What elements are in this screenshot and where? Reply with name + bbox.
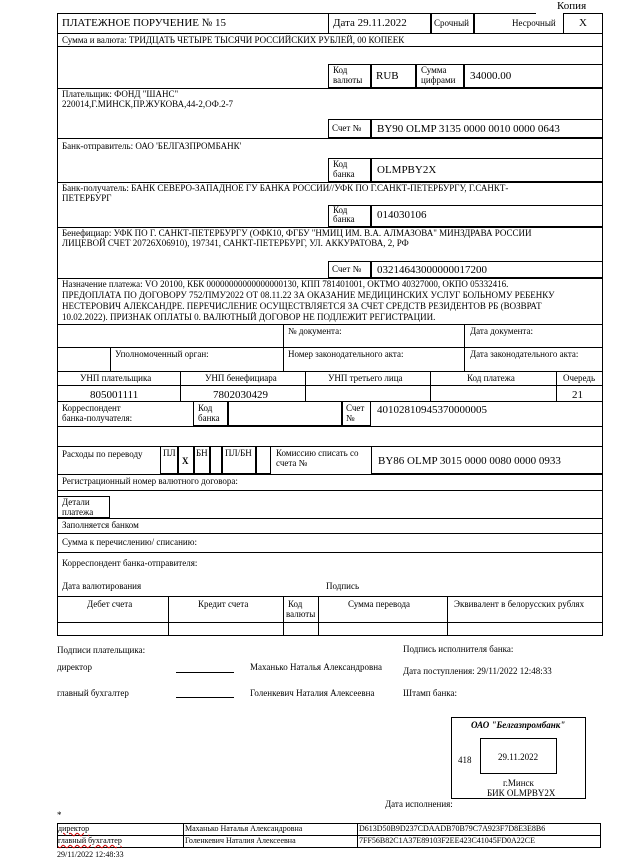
divider xyxy=(430,371,431,401)
bank-stamp-label: Штамп банка: xyxy=(403,688,457,698)
stamp-date: 29.11.2022 xyxy=(498,752,539,762)
divider xyxy=(57,596,603,597)
payer-address: 220014,Г.МИНСК,ПР.ЖУКОВА,44-2,ОФ.2-7 xyxy=(62,99,234,109)
doc-date-label: Дата документа: xyxy=(470,326,533,336)
footer-star: * xyxy=(57,810,62,820)
divider xyxy=(57,552,603,553)
purpose-line2: ПРЕДОПЛАТА ПО ДОГОВОРУ 752/ПМУ2022 ОТ 08.11.22 ЗА ОКАЗАНИЕ МЕДИЦИНСКИХ УСЛУГ БОЛЬНОМУ РЕБЕНКУ xyxy=(62,290,555,300)
amount-text: Сумма и валюта: ТРИДЦАТЬ ЧЕТЫРЕ ТЫСЯЧИ РОССИЙСКИХ РУБЛЕЙ, 00 КОПЕЕК xyxy=(62,35,405,45)
stamp-bank-name: ОАО "Белгазпромбанк" xyxy=(471,720,566,730)
divider xyxy=(357,823,358,848)
divider xyxy=(57,490,603,491)
divider xyxy=(57,533,603,534)
esign-name-2: Голенкевич Наталия Алексеевна xyxy=(185,836,296,845)
purpose-line4: 10.02.2022). ПРИЗНАК ОПЛАТЫ 0. ВАЛЮТНЫЙ ДОГОВОР НЕ ПОДЛЕЖИТ РЕГИСТРАЦИИ. xyxy=(62,312,436,322)
plbn-label: ПЛ/БН xyxy=(225,448,252,458)
divider xyxy=(57,324,603,325)
details-label: Детали xyxy=(62,497,90,507)
beneficiary-line1: Бенефициар: УФК ПО Г. САНКТ-ПЕТЕРБУРГУ (ОФК10, ФГБУ "НМИЦ ИМ. В.А. АЛМАЗОВА" МИНЗДРАВА РОССИИ xyxy=(62,228,532,238)
divider xyxy=(57,518,603,519)
esign-role-1: директор xyxy=(58,824,90,833)
esign-role-2: главный бухгалтер xyxy=(58,836,122,845)
queue-header: Очередь xyxy=(563,373,596,383)
nonurgent-label: Несрочный xyxy=(512,18,556,28)
nonurgent-mark: X xyxy=(579,17,587,29)
divider xyxy=(57,426,603,427)
correspondent-account-label-2: № xyxy=(346,413,355,423)
receiver-bank-line2: ПЕТЕРБУРГ xyxy=(62,193,112,203)
sum-value: 34000.00 xyxy=(470,70,512,82)
divider xyxy=(57,46,603,47)
currency-contract-label: Регистрационный номер валютного договора: xyxy=(62,476,238,486)
corr-sender-label: Корреспондент банка-отправителя: xyxy=(62,558,198,568)
sum-label: Сумма xyxy=(421,65,447,75)
sender-bank-label: Банк-отправитель: ОАО 'БЕЛГАЗПРОМБАНК' xyxy=(62,141,242,151)
sender-bank-code-label: Код xyxy=(333,159,348,169)
currency-code-header-2: валюты xyxy=(286,609,316,619)
purpose-line3: НЕСТЕРОВИЧ АЛЕКСАНДРЕ. ПЕРЕЧИСЛЕНИЕ ОСУЩЕСТВЛЯЕТСЯ ЗА СЧЕТ СРЕДСТВ РЕЗИДЕНТОВ РБ (ВОЗВРАТ xyxy=(62,301,542,311)
payment-code-header: Код платежа xyxy=(467,373,515,383)
divider xyxy=(57,474,603,475)
executor-signature-label: Подпись исполнителя банка: xyxy=(403,644,514,654)
accountant-role: главный бухгалтер xyxy=(57,688,129,698)
signature-label: Подпись xyxy=(326,581,360,591)
queue-value: 21 xyxy=(572,389,583,401)
divider xyxy=(110,347,111,371)
divider xyxy=(57,622,603,623)
correspondent-account: 40102810945370000005 xyxy=(377,404,487,416)
fees-label: Расходы по переводу xyxy=(62,449,143,459)
divider xyxy=(447,596,448,636)
copy-label: Копия xyxy=(557,0,587,12)
payer-unp: 805001111 xyxy=(90,389,139,401)
authority-label: Уполномоченный орган: xyxy=(115,349,209,359)
correspondent-label: Корреспондент xyxy=(62,403,121,413)
currency-code: RUB xyxy=(376,70,399,82)
law-number-label: Номер законодательного акта: xyxy=(288,349,404,359)
receiver-bank-code-label: Код xyxy=(333,205,348,215)
equivalent-header: Эквивалент в белорусских рублях xyxy=(454,599,585,609)
accountant-name: Голенкевич Наталия Алексеевна xyxy=(250,688,375,698)
divider xyxy=(57,138,603,139)
commission-label: Комиссию списать со xyxy=(276,448,359,458)
divider xyxy=(556,371,557,401)
receiver-bank-code: 014030106 xyxy=(377,209,427,221)
transfer-sum-header: Сумма перевода xyxy=(348,599,411,609)
divider xyxy=(318,596,319,636)
commission-label-2: счета № xyxy=(276,458,308,468)
filled-by-bank-label: Заполняется банком xyxy=(62,520,139,530)
pl-label: ПЛ xyxy=(163,448,176,458)
third-party-unp-header: УНП третьего лица xyxy=(328,373,403,383)
director-role: директор xyxy=(57,662,92,672)
sender-bank-code-label-2: банка xyxy=(333,169,355,179)
esign-name-1: Маханько Наталья Александровна xyxy=(185,824,303,833)
beneficiary-account-label: Счет № xyxy=(332,264,362,274)
correspondent-code-label: Код xyxy=(198,403,213,413)
beneficiary-account: 03214643000000017200 xyxy=(377,264,487,276)
correspondent-account-label: Счет xyxy=(346,403,365,413)
beneficiary-unp: 7802030429 xyxy=(213,389,268,401)
divider xyxy=(57,347,603,348)
currency-code-label-2: валюты xyxy=(333,75,363,85)
sender-bank-code: OLMPBY2X xyxy=(377,164,437,176)
bn-label: БН xyxy=(196,448,208,458)
execution-date-label: Дата исполнения: xyxy=(385,799,453,809)
bn-mark-box xyxy=(210,446,222,474)
receiver-bank-code-label-2: банка xyxy=(333,214,355,224)
divider xyxy=(57,371,603,372)
beneficiary-unp-header: УНП бенефициара xyxy=(205,373,277,383)
esign-hash-1: D613D50B9D237CDAADB70B79C7A923F7D8E3E8B6 xyxy=(359,824,546,833)
sum-transfer-label: Сумма к перечислению/ списанию: xyxy=(62,537,197,547)
currency-code-header: Код xyxy=(288,599,303,609)
payer-unp-header: УНП плательщика xyxy=(80,373,152,383)
correspondent-code-box xyxy=(228,401,342,426)
divider xyxy=(183,823,184,848)
divider xyxy=(168,596,169,636)
director-name: Маханько Наталья Александровна xyxy=(250,662,383,672)
payer-signatures-label: Подписи плательщика: xyxy=(57,645,146,655)
pl-mark: X xyxy=(182,456,189,466)
divider xyxy=(57,385,603,386)
stamp-bik: БИК OLMPBY2X xyxy=(487,788,556,798)
currency-code-label: Код xyxy=(333,65,348,75)
director-signature-line xyxy=(176,672,234,673)
commission-account: BY86 OLMP 3015 0000 0080 0000 0933 xyxy=(378,455,561,467)
credit-account-header: Кредит счета xyxy=(198,599,249,609)
document-date: Дата 29.11.2022 xyxy=(333,17,407,29)
value-date-label: Дата валютирования xyxy=(62,581,142,591)
receipt-date: Дата поступления: 29/11/2022 12:48:33 xyxy=(403,666,552,676)
correspondent-label-2: банка-получателя: xyxy=(62,413,133,423)
accountant-signature-line xyxy=(176,697,234,698)
sum-label-2: цифрами xyxy=(421,75,456,85)
payer-account-label: Счет № xyxy=(332,123,362,133)
divider xyxy=(283,596,284,636)
receiver-bank-line1: Банк-получатель: БАНК СЕВЕРО-ЗАПАДНОЕ ГУ БАНКА РОССИИ//УФК ПО Г.САНКТ-ПЕТЕРБУРГУ, Г.САНКТ- xyxy=(62,183,509,193)
law-date-label: Дата законодательного акта: xyxy=(470,349,579,359)
divider xyxy=(305,371,306,401)
plbn-mark-box xyxy=(256,446,271,474)
beneficiary-line2: ЛИЦЕВОЙ СЧЕТ 20726Х06910), 197341, САНКТ-ПЕТЕРБУРГ, УЛ. АККУРАТОВА, 2, РФ xyxy=(62,238,409,248)
stamp-number: 418 xyxy=(458,755,472,765)
payer-account: BY90 OLMP 3135 0000 0010 0000 0643 xyxy=(377,123,560,135)
esign-hash-2: 7FF56B82C1A37E89103F2EE423C41045FD0A22CE xyxy=(359,836,536,845)
purpose-line1: Назначение платежа: VO 20100, КБК 00000000000000000130, КПП 781401001, ОКТМО 40327000, ОКПО 05332416. xyxy=(62,279,509,289)
urgent-label: Срочный xyxy=(434,18,469,28)
divider xyxy=(180,371,181,401)
doc-number-label: № документа: xyxy=(288,326,342,336)
stamp-city: г.Минск xyxy=(503,778,534,788)
correspondent-code-label-2: банка xyxy=(198,413,220,423)
page-title: ПЛАТЕЖНОЕ ПОРУЧЕНИЕ № 15 xyxy=(62,17,227,29)
details-label-2: платежа xyxy=(62,507,94,517)
debit-account-header: Дебет счета xyxy=(87,599,133,609)
footer-timestamp: 29/11/2022 12:48:33 xyxy=(57,850,124,859)
payer-label: Плательщик: ФОНД "ШАНС" xyxy=(62,89,179,99)
